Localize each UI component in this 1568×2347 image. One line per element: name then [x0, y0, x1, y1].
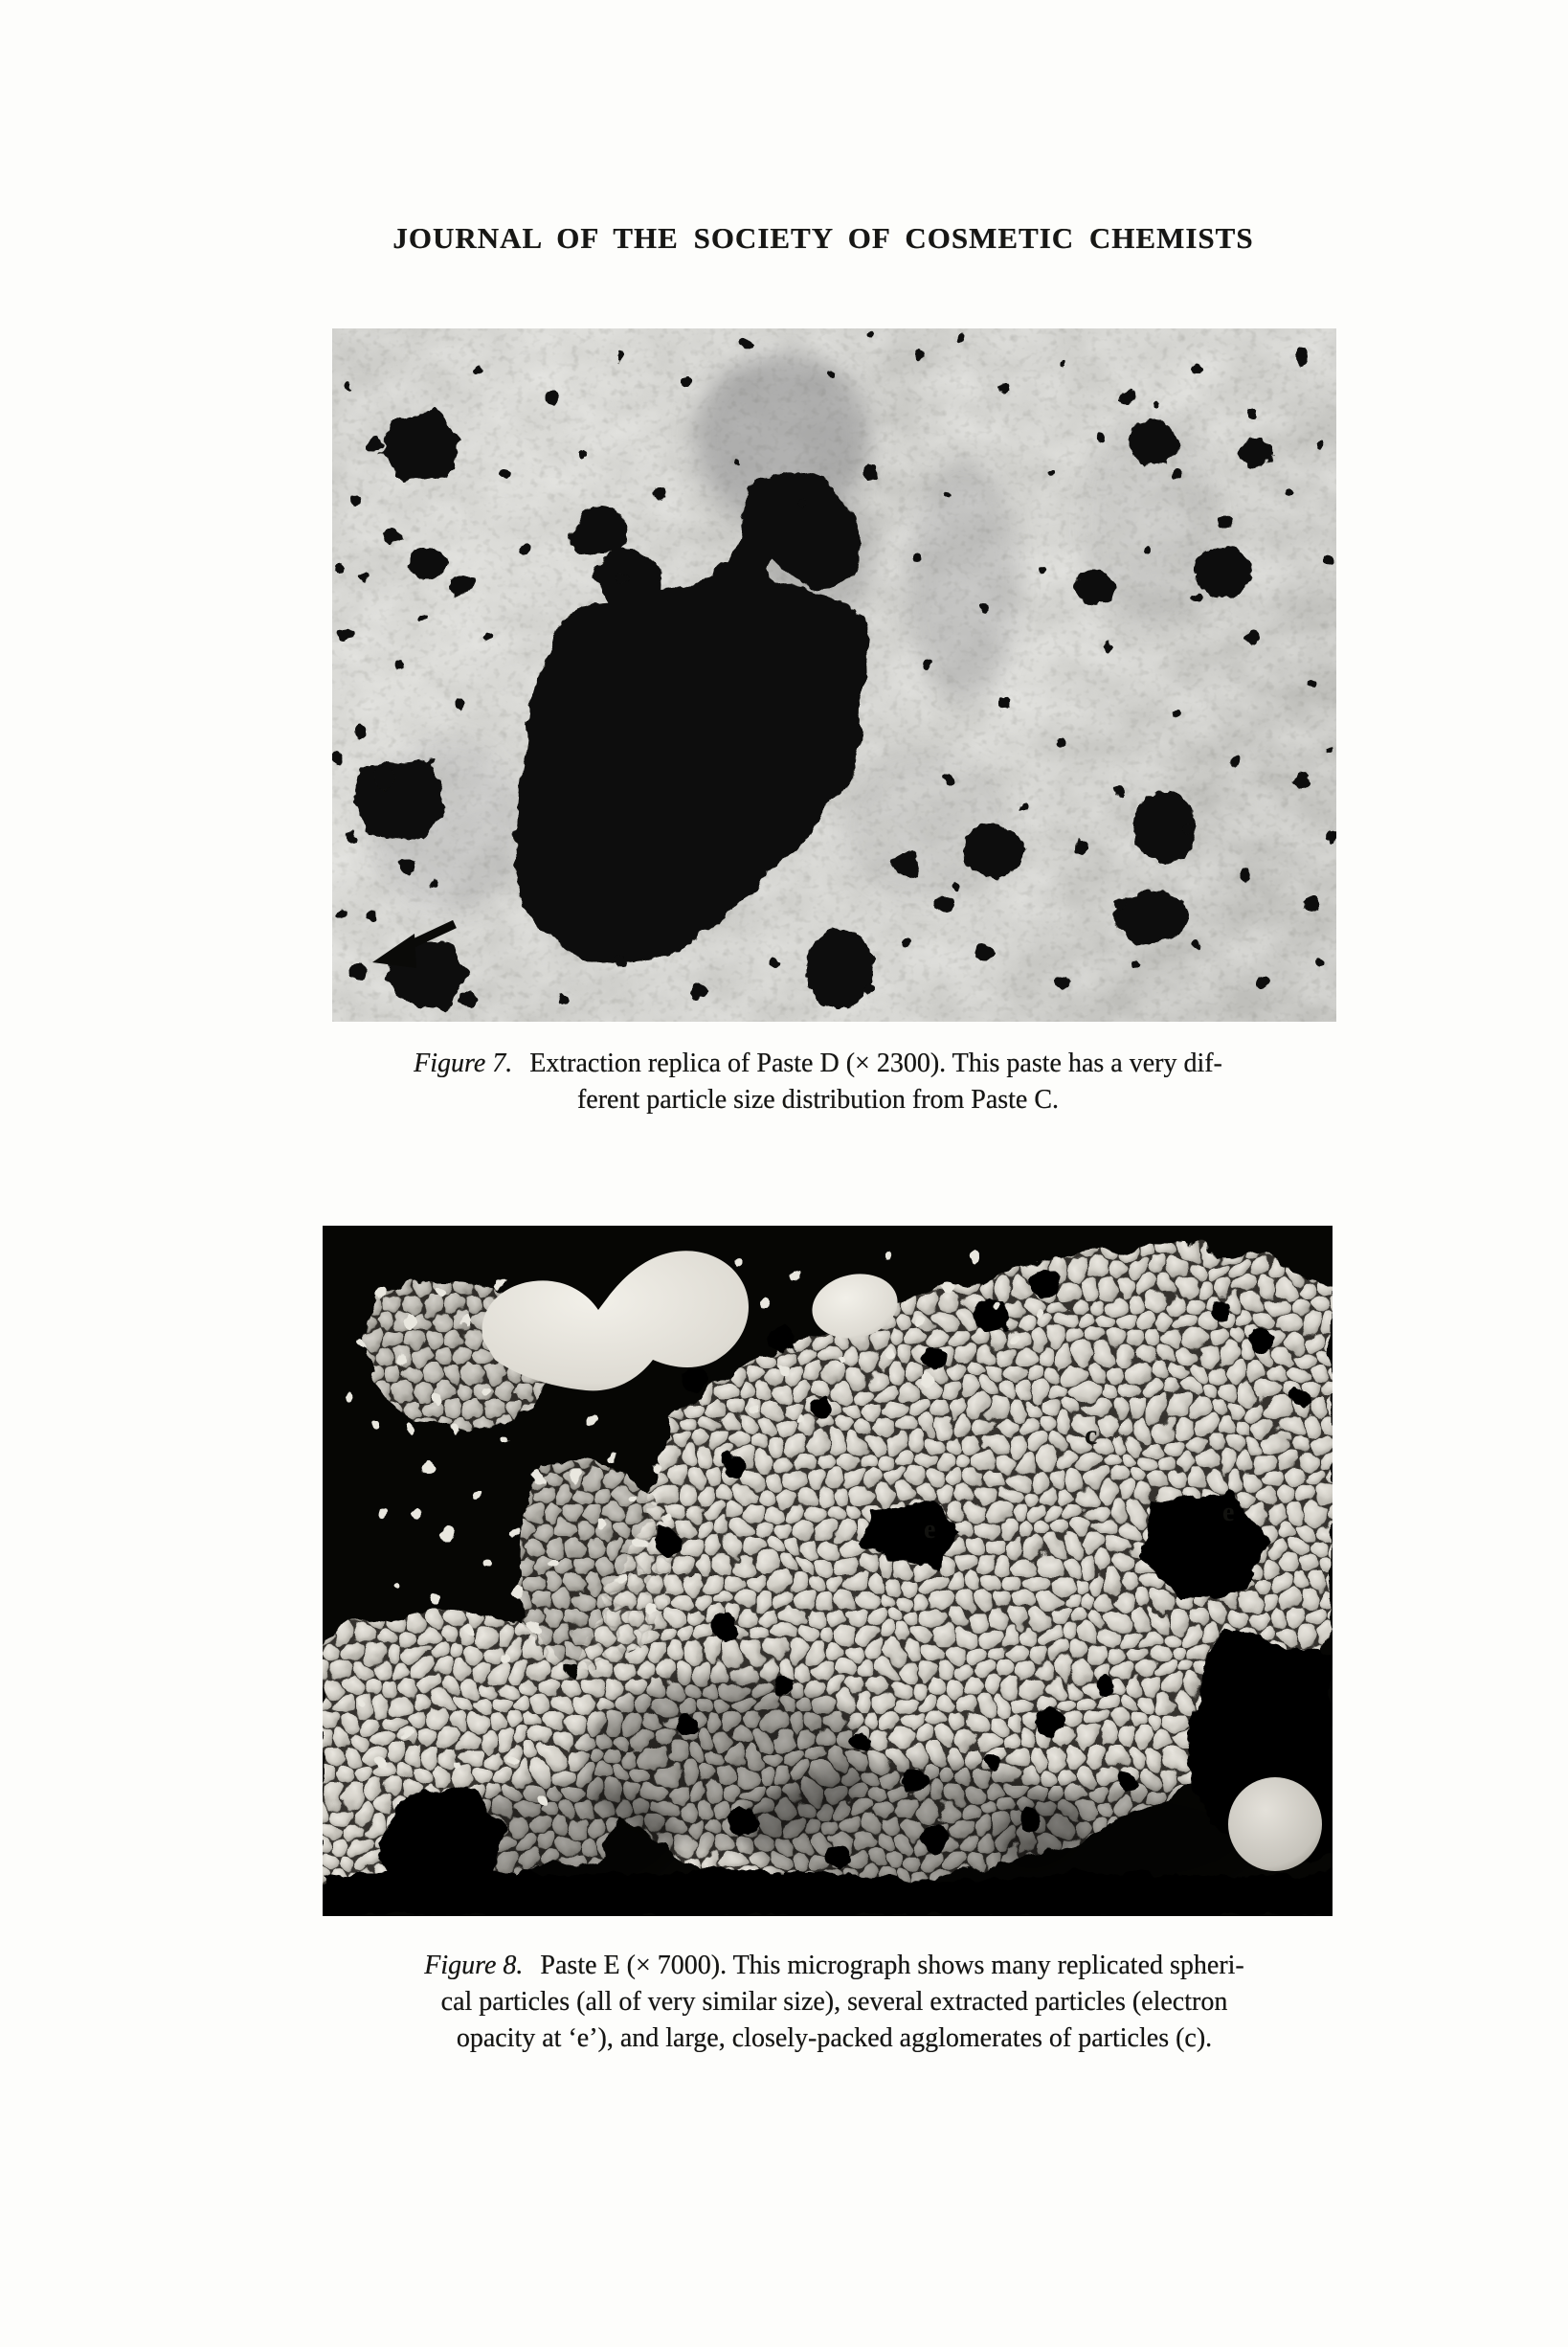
- journal-header: JOURNAL OF THE SOCIETY OF COSMETIC CHEMISTS: [392, 221, 1254, 255]
- figure8-caption-line3: opacity at ‘e’), and large, closely-packed agglomerates of particles (c).: [456, 2023, 1213, 2053]
- figure7-image: [332, 328, 1336, 1022]
- fig8-annotation-c: c: [1085, 1419, 1098, 1451]
- figure8-micrograph: [323, 1226, 1333, 1916]
- figure8-image: [323, 1226, 1333, 1916]
- figure8-caption-line1: [350, 1948, 1318, 1984]
- figure7-caption-line2: ferent particle size distribution from Paste C.: [576, 1085, 1060, 1115]
- figure8-caption: [350, 1948, 1318, 2057]
- figure8-caption-line2: cal particles (all of very similar size), several extracted particles (electron: [440, 1987, 1228, 2017]
- figure7-micrograph: [332, 328, 1336, 1022]
- figure8-label: Figure 8.: [424, 1951, 524, 1980]
- figure7-caption-text1: Extraction replica of Paste D (× 2300). This paste has a very dif-: [529, 1049, 1222, 1078]
- figure7-caption: [334, 1046, 1302, 1118]
- fig8-annotation-e1: e: [924, 1515, 936, 1545]
- figure7-label: Figure 7.: [414, 1049, 513, 1078]
- fig8-annotation-e2: e: [1222, 1498, 1235, 1527]
- figure7-caption-line1: [334, 1046, 1302, 1082]
- figure8-caption-text1: Paste E (× 7000). This micrograph shows many replicated spheri-: [540, 1951, 1244, 1980]
